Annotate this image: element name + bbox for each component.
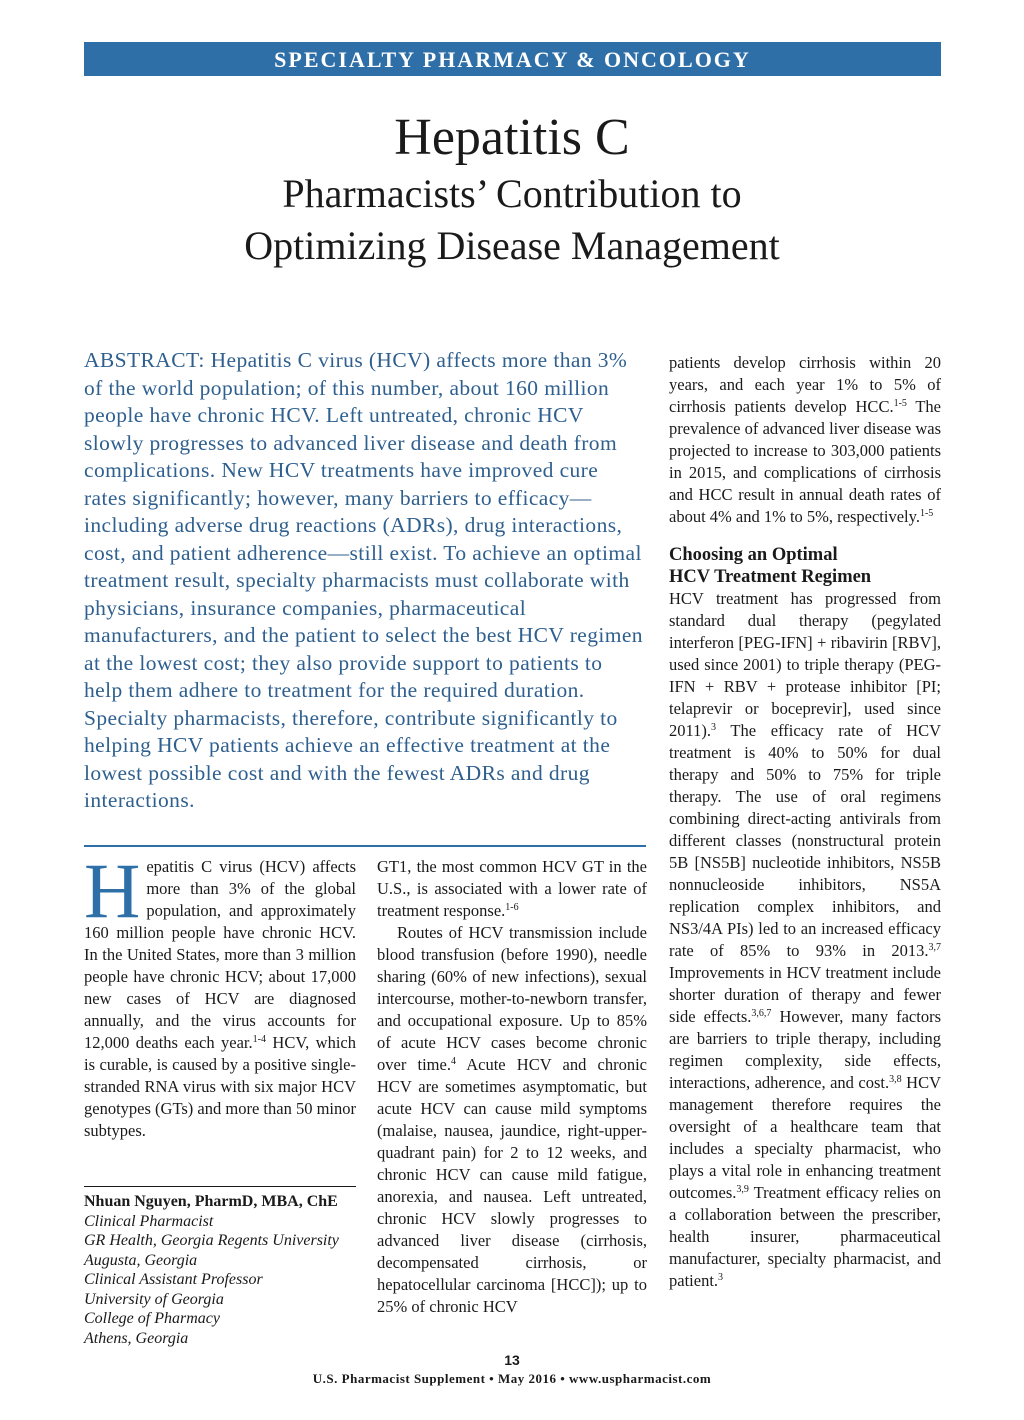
author-affiliation-4: Clinical Assistant Professor (84, 1271, 263, 1288)
citation: 1-5 (893, 398, 907, 409)
author-affiliation-1: Clinical Pharmacist (84, 1212, 214, 1230)
text-span: epatitis C virus (HCV) affects more than 3% of the global population, and approximately 160 million people have chronic HCV. In the United States, more than 3 million people have chronic HCV; about 17,000 new cases of HCV are diagnosed annually, and the virus accounts for 12,000 deaths each year. (84, 857, 356, 1052)
paragraph-intro (84, 847, 356, 1142)
citation: 3,6,7 (751, 1008, 772, 1019)
citation: 3,8 (889, 1074, 902, 1085)
text-span: GT1, the most common HCV GT in the U.S., is associated with a lower rate of treatment response. (377, 857, 647, 920)
citation: 1-5 (919, 508, 934, 519)
abstract: ABSTRACT: Hepatitis C virus (HCV) affects more than 3% of the world population; of this number, about 160 million people have chronic HCV. Left untreated, chronic HCV slowly progresses to advanced liver disease and death from complications. New HCV treatments have improved cure rates significantly; however, many barriers to efficacy—including adverse drug reactions (ADRs), drug interactions, cost, and patient adherence—still exist. To achieve an optimal treatment result, specialty pharmacists must collaborate with physicians, insurance companies, pharmaceutical manufacturers, and the patient to select the best HCV regimen at the lowest cost; they also provide support to patients to help them adhere to treatment for the required duration. Specialty pharmacists, therefore, contribute significantly to helping HCV patients achieve an effective treatment at the lowest possible cost and with the fewest ADRs and drug interactions. (84, 348, 643, 812)
citation: 4 (450, 1056, 456, 1067)
citation: 3,9 (736, 1184, 749, 1195)
text-span: Routes of HCV transmission include blood transfusion (before 1990), needle sharing (60% of new infections), sexual intercourse, mother-to-newborn transfer, and occupational exposure. Up to 85% of acute HCV cases become chronic over time. (377, 923, 647, 1074)
text-span: HCV, which is curable, is caused by a positive single-stranded RNA virus with six major HCV genotypes (GTs) and more than 50 minor subtypes. (84, 1033, 356, 1140)
author-block (84, 1192, 364, 1348)
title-subtitle-line-2: Optimizing Disease Management (244, 223, 780, 268)
author-affiliation-6: College of Pharmacy (84, 1310, 220, 1327)
text-span: The efficacy rate of HCV treatment is 40% to 50% for dual therapy and 50% to 75% for triple therapy. The use of oral regimens combining direct-acting antivirals from different classes (nonstructural protein 5B [NS5B] nucleotide inhibitors, NS5B nonnucleoside inhibitors, NS5A replication complex inhibitors, and NS3/4A PIs) led to an increased efficacy rate of 85% to 93% in 2013. (669, 721, 941, 960)
text-span: HCV Treatment Regimen (669, 567, 872, 587)
text-span: Acute HCV and chronic HCV are sometimes asymptomatic, but acute HCV can cause mild symptoms (malaise, nausea, jaundice, right-upper-quadrant pain) for 2 to 12 weeks, and chronic HCV can cause mild fatigue, anorexia, and nausea. Left untreated, chronic HCV slowly progresses to advanced liver disease (cirrhosis, decompensated cirrhosis, or hepatocellular carcinoma [HCC]); up to 25% of chronic HCV (377, 1055, 647, 1316)
citation: 1-6 (505, 902, 519, 913)
citation: 3,7 (928, 942, 941, 953)
section-banner: SPECIALTY PHARMACY & ONCOLOGY (84, 42, 941, 76)
body-column-2 (377, 856, 647, 1318)
article-title (0, 108, 1024, 272)
text-span: Treatment efficacy relies on a collaboration between the prescriber, health insurer, pharmaceutical manufacturer, specialty pharmacist, and patient. (669, 1183, 941, 1290)
author-affiliation-2: GR Health, Georgia Regents University (84, 1232, 339, 1249)
text-span: HCV management therefore requires the oversight of a healthcare team that includes a specialty pharmacist, who plays a vital role in enhancing treatment outcomes. (669, 1073, 941, 1202)
page-footer: U.S. Pharmacist Supplement • May 2016 • www.uspharmacist.com (312, 1371, 712, 1386)
title-main: Hepatitis C (394, 109, 630, 166)
author-affiliation-5: University of Georgia (84, 1290, 224, 1308)
page-number: 13 (504, 1352, 520, 1368)
citation: 3 (718, 1272, 724, 1283)
body-column-1 (84, 847, 356, 1142)
title-subtitle-line-1: Pharmacists’ Contribution to (282, 171, 742, 216)
text-span: Choosing an Optimal (669, 545, 838, 565)
abstract-divider (84, 845, 646, 847)
text-span: Improvements in HCV treatment include shorter duration of therapy and fewer side effects. (669, 963, 941, 1026)
author-affiliation-3: Augusta, Georgia (84, 1251, 198, 1269)
paragraph-cirrhosis (669, 352, 941, 528)
author-affiliation-7: Athens, Georgia (84, 1329, 189, 1347)
paragraph-genotype (377, 856, 647, 922)
section-heading (669, 544, 941, 588)
drop-cap: H (84, 847, 141, 934)
paragraph-treatment (669, 588, 941, 1292)
text-span: patients develop cirrhosis within 20 years, and each year 1% to 5% of cirrhosis patients develop HCC. (669, 353, 941, 416)
text-span: The prevalence of advanced liver disease was projected to increase to 303,000 patients in 2015, and complications of cirrhosis and HCC result in annual death rates of about 4% and 1% to 5%, respectively. (669, 397, 941, 526)
text-span: However, many factors are barriers to triple therapy, including regimen complexity, side effects, interactions, adherence, and cost. (669, 1007, 941, 1092)
paragraph-transmission (377, 922, 647, 1318)
author-divider (84, 1186, 356, 1187)
author-name: Nhuan Nguyen, PharmD, MBA, ChE (84, 1193, 338, 1210)
text-span: HCV treatment has progressed from standard dual therapy (pegylated interferon [PEG-IFN] + ribavirin [RBV], used since 2001) to triple therapy (PEG-IFN + RBV + protease inhibitor [PI; telaprevir or boceprevir], used since 2011). (669, 589, 941, 740)
body-column-3 (669, 352, 941, 1292)
citation: 3 (711, 722, 717, 733)
citation: 1-4 (252, 1034, 266, 1045)
